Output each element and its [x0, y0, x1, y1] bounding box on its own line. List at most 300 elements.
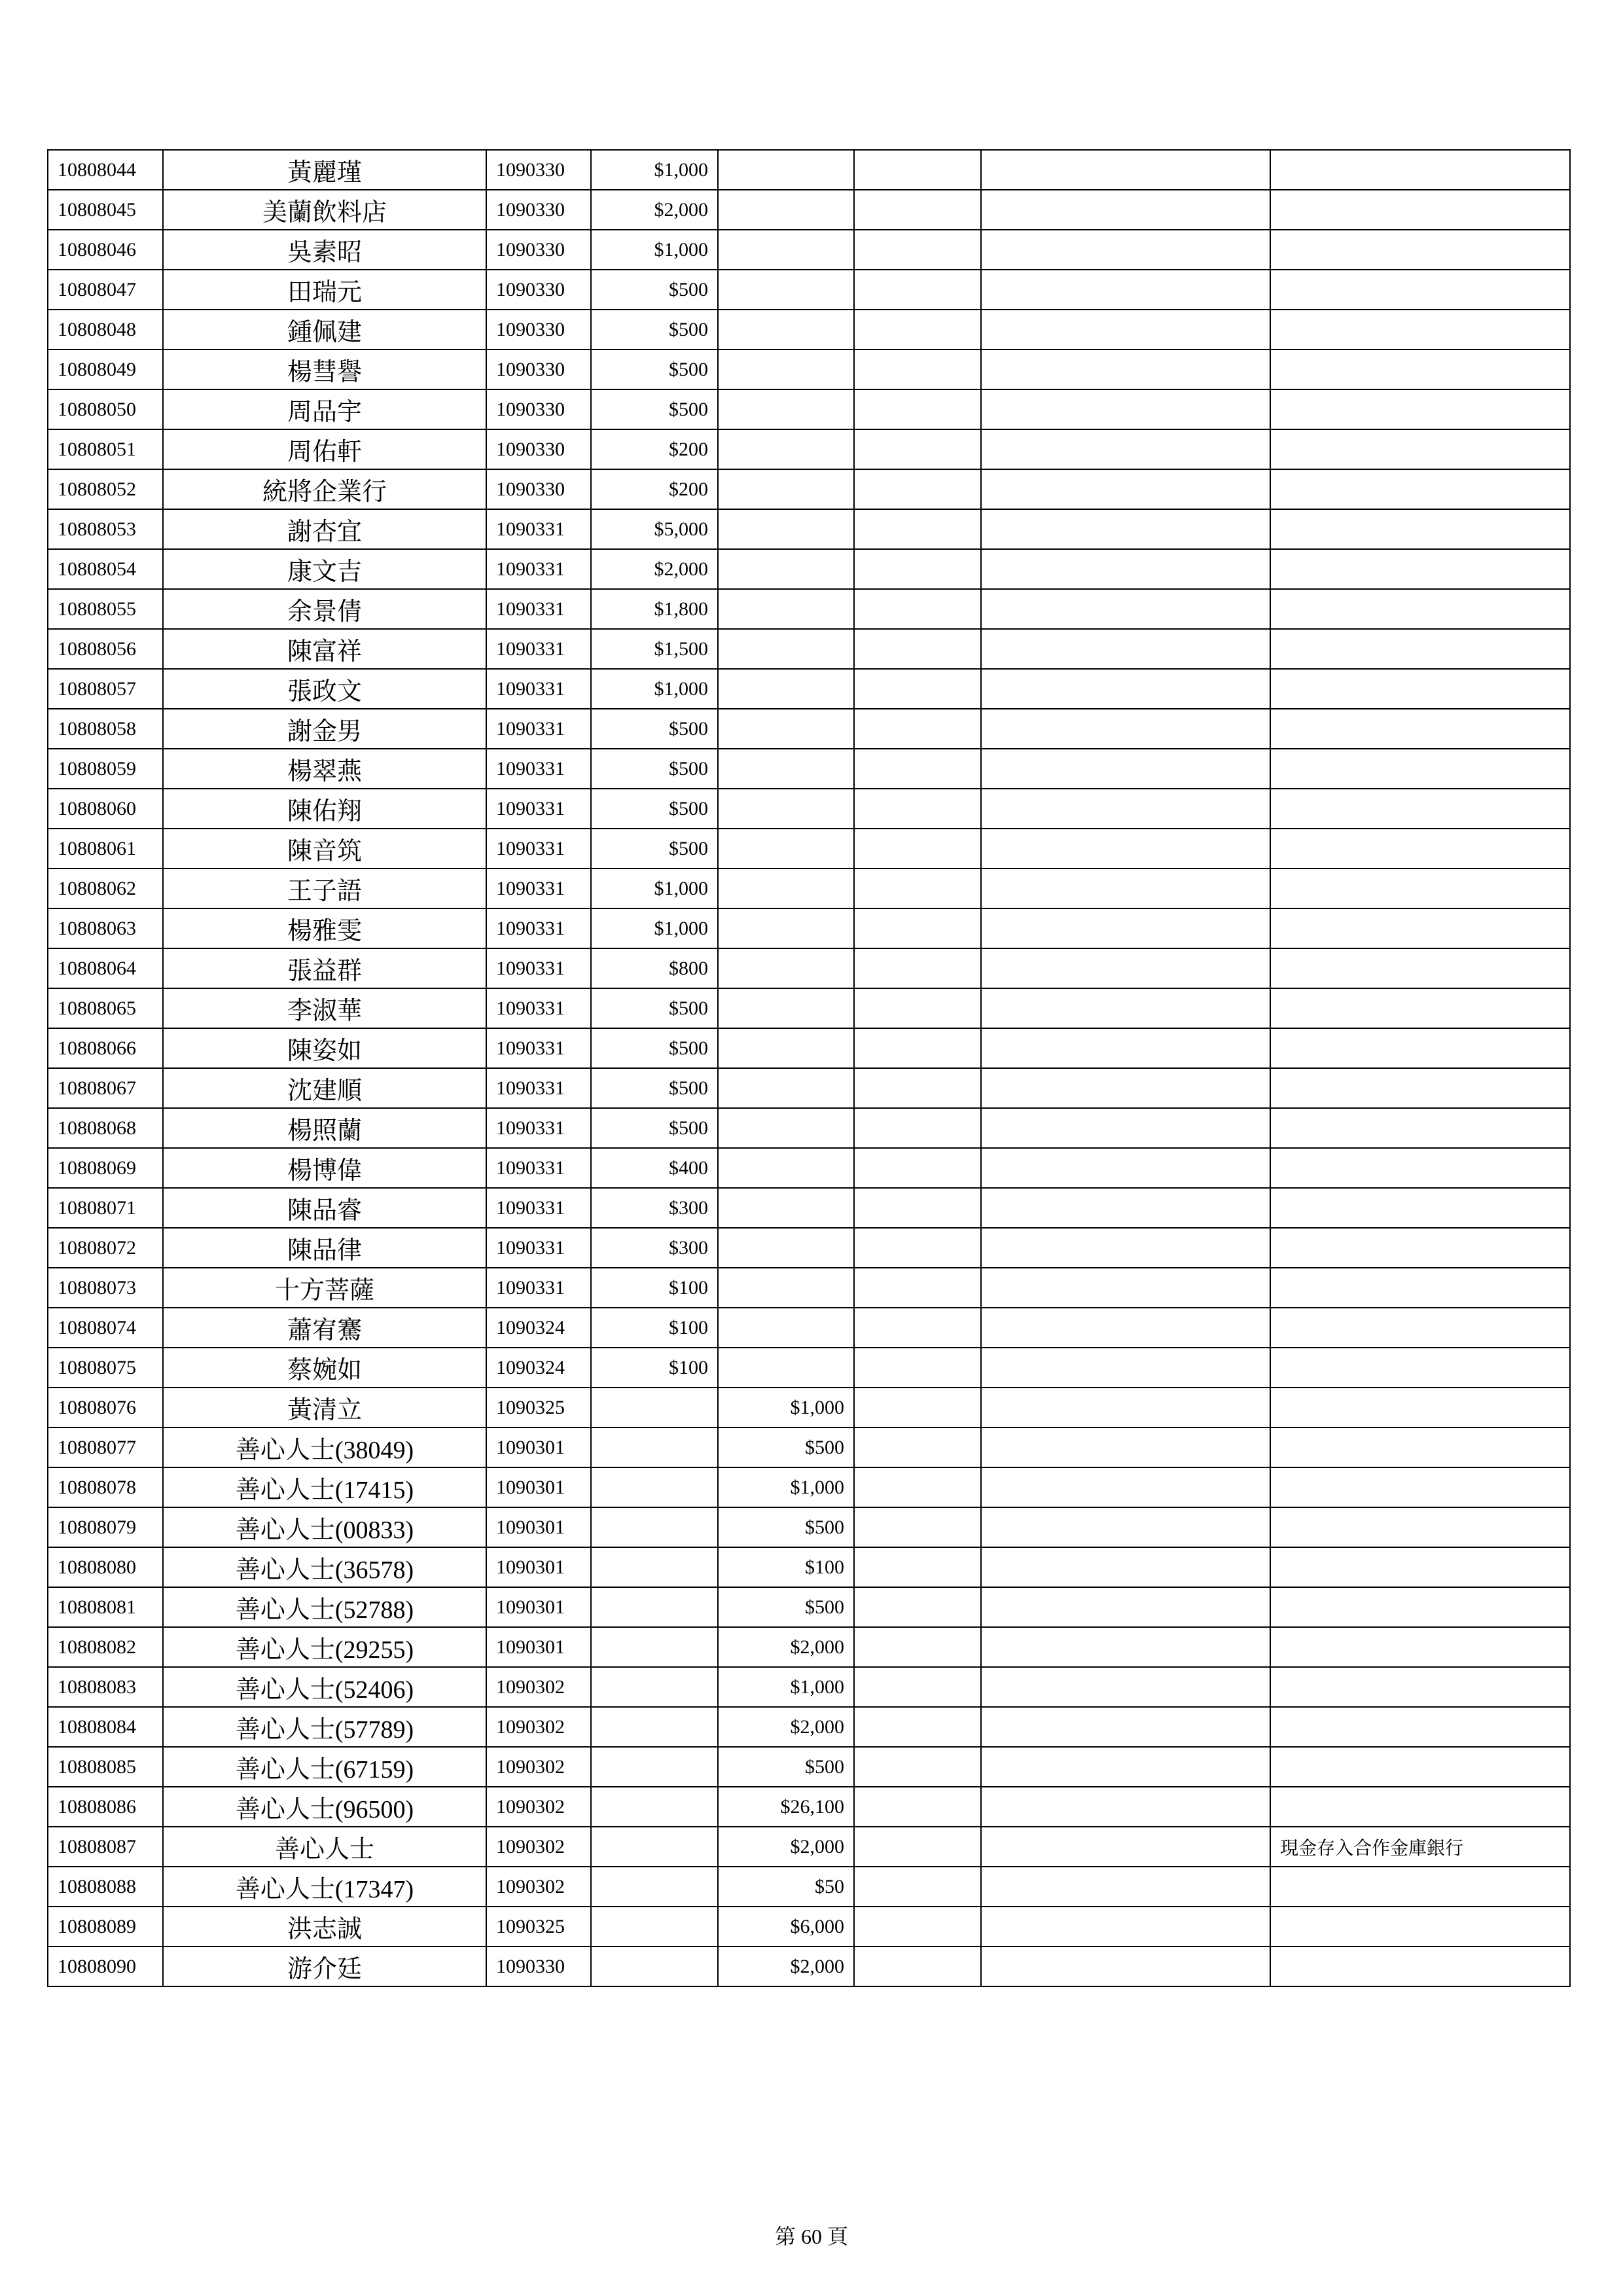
blank-cell [981, 1827, 1270, 1867]
donor-name-cell: 陳姿如 [163, 1028, 486, 1068]
date-cell: 1090331 [486, 908, 591, 948]
table-row [48, 988, 1570, 1028]
donor-name-cell: 謝金男 [163, 709, 486, 749]
donor-name-cell: 王子語 [163, 869, 486, 908]
amount-cell [591, 1467, 718, 1507]
donor-name-cell: 統將企業行 [163, 469, 486, 509]
table-row [48, 1068, 1570, 1108]
date-cell: 1090330 [486, 1946, 591, 1986]
blank-cell [981, 1667, 1270, 1707]
note-cell [1270, 1507, 1570, 1547]
amount-alt-cell: $1,000 [718, 1667, 854, 1707]
blank-cell [981, 509, 1270, 549]
note-cell [1270, 1148, 1570, 1188]
date-cell: 1090330 [486, 230, 591, 270]
amount-cell: $1,000 [591, 869, 718, 908]
donor-name-cell: 善心人士(38049) [163, 1427, 486, 1467]
table-row [48, 1268, 1570, 1308]
amount-alt-cell: $26,100 [718, 1787, 854, 1827]
amount-alt-cell [718, 190, 854, 230]
note-cell [1270, 350, 1570, 389]
note-cell [1270, 1228, 1570, 1268]
receipt-id-cell: 10808076 [48, 1388, 163, 1427]
table-row [48, 1867, 1570, 1907]
amount-cell: $100 [591, 1348, 718, 1388]
amount-cell: $100 [591, 1308, 718, 1348]
amount-alt-cell [718, 310, 854, 350]
amount-cell: $1,000 [591, 908, 718, 948]
note-cell [1270, 908, 1570, 948]
receipt-id-cell: 10808044 [48, 150, 163, 190]
date-cell: 1090324 [486, 1308, 591, 1348]
amount-cell: $1,500 [591, 629, 718, 669]
date-cell: 1090331 [486, 749, 591, 789]
blank-cell [854, 230, 981, 270]
donor-name-cell: 李淑華 [163, 988, 486, 1028]
table-row [48, 1028, 1570, 1068]
note-cell [1270, 1867, 1570, 1907]
amount-cell: $500 [591, 829, 718, 869]
donor-name-cell: 周佑軒 [163, 429, 486, 469]
blank-cell [854, 589, 981, 629]
note-cell [1270, 1068, 1570, 1108]
note-cell [1270, 1547, 1570, 1587]
blank-cell [981, 629, 1270, 669]
amount-cell [591, 1867, 718, 1907]
amount-alt-cell [718, 1028, 854, 1068]
amount-cell [591, 1427, 718, 1467]
donor-name-cell: 楊雅雯 [163, 908, 486, 948]
table-row [48, 190, 1570, 230]
donor-name-cell: 鍾佩建 [163, 310, 486, 350]
amount-alt-cell: $2,000 [718, 1946, 854, 1986]
receipt-id-cell: 10808063 [48, 908, 163, 948]
blank-cell [854, 150, 981, 190]
blank-cell [854, 1946, 981, 1986]
note-cell [1270, 150, 1570, 190]
receipt-id-cell: 10808084 [48, 1707, 163, 1747]
amount-alt-cell: $1,000 [718, 1388, 854, 1427]
blank-cell [981, 1228, 1270, 1268]
note-cell [1270, 469, 1570, 509]
amount-cell [591, 1587, 718, 1627]
receipt-id-cell: 10808052 [48, 469, 163, 509]
amount-cell: $300 [591, 1228, 718, 1268]
blank-cell [854, 1308, 981, 1348]
amount-alt-cell: $50 [718, 1867, 854, 1907]
blank-cell [981, 1268, 1270, 1308]
blank-cell [854, 1507, 981, 1547]
blank-cell [981, 829, 1270, 869]
date-cell: 1090301 [486, 1587, 591, 1627]
blank-cell [854, 1707, 981, 1747]
amount-cell [591, 1388, 718, 1427]
table-row [48, 150, 1570, 190]
note-cell [1270, 1388, 1570, 1427]
note-cell [1270, 869, 1570, 908]
blank-cell [981, 1867, 1270, 1907]
table-row [48, 1228, 1570, 1268]
amount-alt-cell [718, 429, 854, 469]
table-row [48, 1827, 1570, 1867]
note-cell [1270, 549, 1570, 589]
blank-cell [981, 1587, 1270, 1627]
table-row [48, 1188, 1570, 1228]
blank-cell [854, 1467, 981, 1507]
blank-cell [854, 1068, 981, 1108]
date-cell: 1090331 [486, 1188, 591, 1228]
note-cell [1270, 270, 1570, 310]
table-row [48, 429, 1570, 469]
date-cell: 1090331 [486, 509, 591, 549]
date-cell: 1090331 [486, 629, 591, 669]
blank-cell [854, 1388, 981, 1427]
blank-cell [981, 1946, 1270, 1986]
note-cell [1270, 1747, 1570, 1787]
blank-cell [854, 1867, 981, 1907]
amount-cell: $500 [591, 1068, 718, 1108]
blank-cell [981, 1547, 1270, 1587]
date-cell: 1090331 [486, 669, 591, 709]
blank-cell [981, 1467, 1270, 1507]
receipt-id-cell: 10808053 [48, 509, 163, 549]
table-row [48, 310, 1570, 350]
blank-cell [854, 1667, 981, 1707]
amount-alt-cell: $500 [718, 1587, 854, 1627]
note-cell [1270, 829, 1570, 869]
note-cell [1270, 389, 1570, 429]
blank-cell [854, 1268, 981, 1308]
amount-alt-cell [718, 1348, 854, 1388]
amount-cell: $500 [591, 270, 718, 310]
donor-name-cell: 善心人士 [163, 1827, 486, 1867]
amount-cell: $1,800 [591, 589, 718, 629]
donor-name-cell: 楊照蘭 [163, 1108, 486, 1148]
amount-alt-cell [718, 1188, 854, 1228]
amount-alt-cell: $500 [718, 1427, 854, 1467]
receipt-id-cell: 10808057 [48, 669, 163, 709]
blank-cell [981, 869, 1270, 908]
donor-name-cell: 楊彗譽 [163, 350, 486, 389]
blank-cell [854, 1787, 981, 1827]
amount-alt-cell: $1,000 [718, 1467, 854, 1507]
note-cell [1270, 1108, 1570, 1148]
amount-alt-cell [718, 789, 854, 829]
blank-cell [981, 1787, 1270, 1827]
date-cell: 1090330 [486, 150, 591, 190]
note-cell [1270, 1427, 1570, 1467]
table-row [48, 1667, 1570, 1707]
amount-alt-cell [718, 1068, 854, 1108]
table-row [48, 509, 1570, 549]
blank-cell [854, 789, 981, 829]
table-row [48, 1587, 1570, 1627]
receipt-id-cell: 10808080 [48, 1547, 163, 1587]
blank-cell [981, 669, 1270, 709]
amount-alt-cell [718, 270, 854, 310]
amount-cell: $2,000 [591, 190, 718, 230]
table-row [48, 749, 1570, 789]
amount-alt-cell: $6,000 [718, 1907, 854, 1946]
amount-alt-cell [718, 629, 854, 669]
donor-name-cell: 十方菩薩 [163, 1268, 486, 1308]
table-row [48, 270, 1570, 310]
amount-cell: $300 [591, 1188, 718, 1228]
donor-name-cell: 楊博偉 [163, 1148, 486, 1188]
amount-cell [591, 1747, 718, 1787]
date-cell: 1090331 [486, 589, 591, 629]
table-row [48, 1427, 1570, 1467]
amount-alt-cell [718, 230, 854, 270]
amount-alt-cell [718, 1228, 854, 1268]
blank-cell [981, 1627, 1270, 1667]
receipt-id-cell: 10808083 [48, 1667, 163, 1707]
donor-name-cell: 善心人士(96500) [163, 1787, 486, 1827]
amount-alt-cell [718, 908, 854, 948]
note-cell [1270, 1907, 1570, 1946]
amount-cell: $500 [591, 1108, 718, 1148]
amount-alt-cell: $2,000 [718, 1827, 854, 1867]
date-cell: 1090325 [486, 1388, 591, 1427]
blank-cell [981, 549, 1270, 589]
note-cell [1270, 1268, 1570, 1308]
donor-name-cell: 黃麗瑾 [163, 150, 486, 190]
blank-cell [854, 1348, 981, 1388]
donor-name-cell: 田瑞元 [163, 270, 486, 310]
table-row [48, 1507, 1570, 1547]
date-cell: 1090331 [486, 709, 591, 749]
blank-cell [981, 1348, 1270, 1388]
receipt-id-cell: 10808089 [48, 1907, 163, 1946]
donor-name-cell: 康文吉 [163, 549, 486, 589]
table-row [48, 469, 1570, 509]
table-row [48, 549, 1570, 589]
donor-name-cell: 陳富祥 [163, 629, 486, 669]
date-cell: 1090302 [486, 1867, 591, 1907]
receipt-id-cell: 10808049 [48, 350, 163, 389]
blank-cell [981, 1068, 1270, 1108]
note-cell [1270, 1587, 1570, 1627]
amount-cell: $1,000 [591, 230, 718, 270]
date-cell: 1090302 [486, 1707, 591, 1747]
blank-cell [981, 429, 1270, 469]
table-row [48, 1388, 1570, 1427]
receipt-id-cell: 10808062 [48, 869, 163, 908]
donor-name-cell: 美蘭飲料店 [163, 190, 486, 230]
date-cell: 1090330 [486, 429, 591, 469]
blank-cell [854, 350, 981, 389]
receipt-id-cell: 10808048 [48, 310, 163, 350]
receipt-id-cell: 10808075 [48, 1348, 163, 1388]
blank-cell [854, 469, 981, 509]
amount-cell [591, 1627, 718, 1667]
receipt-id-cell: 10808050 [48, 389, 163, 429]
blank-cell [854, 310, 981, 350]
donor-name-cell: 洪志誠 [163, 1907, 486, 1946]
blank-cell [981, 310, 1270, 350]
blank-cell [981, 948, 1270, 988]
date-cell: 1090331 [486, 869, 591, 908]
note-cell [1270, 310, 1570, 350]
table-body [48, 150, 1570, 1986]
donor-name-cell: 游介廷 [163, 1946, 486, 1986]
amount-cell [591, 1907, 718, 1946]
blank-cell [854, 988, 981, 1028]
amount-cell: $1,000 [591, 150, 718, 190]
date-cell: 1090302 [486, 1787, 591, 1827]
date-cell: 1090330 [486, 270, 591, 310]
table-row [48, 629, 1570, 669]
amount-cell: $800 [591, 948, 718, 988]
date-cell: 1090301 [486, 1627, 591, 1667]
blank-cell [981, 1308, 1270, 1348]
donor-name-cell: 周品宇 [163, 389, 486, 429]
blank-cell [854, 1627, 981, 1667]
blank-cell [854, 869, 981, 908]
date-cell: 1090331 [486, 1148, 591, 1188]
amount-alt-cell [718, 589, 854, 629]
note-cell [1270, 429, 1570, 469]
table-row [48, 669, 1570, 709]
blank-cell [981, 270, 1270, 310]
amount-cell: $500 [591, 789, 718, 829]
blank-cell [981, 908, 1270, 948]
note-cell [1270, 749, 1570, 789]
receipt-id-cell: 10808058 [48, 709, 163, 749]
note-cell [1270, 230, 1570, 270]
receipt-id-cell: 10808086 [48, 1787, 163, 1827]
date-cell: 1090302 [486, 1747, 591, 1787]
table-row [48, 948, 1570, 988]
date-cell: 1090302 [486, 1667, 591, 1707]
blank-cell [854, 749, 981, 789]
note-cell [1270, 1667, 1570, 1707]
date-cell: 1090331 [486, 789, 591, 829]
amount-alt-cell [718, 1108, 854, 1148]
blank-cell [981, 589, 1270, 629]
table-row [48, 1348, 1570, 1388]
amount-cell: $500 [591, 310, 718, 350]
table-row [48, 1547, 1570, 1587]
blank-cell [981, 1188, 1270, 1228]
table-row [48, 389, 1570, 429]
amount-alt-cell: $100 [718, 1547, 854, 1587]
amount-cell: $200 [591, 429, 718, 469]
receipt-id-cell: 10808066 [48, 1028, 163, 1068]
table-row [48, 1946, 1570, 1986]
date-cell: 1090331 [486, 1068, 591, 1108]
blank-cell [981, 1388, 1270, 1427]
amount-cell: $200 [591, 469, 718, 509]
amount-alt-cell [718, 1268, 854, 1308]
amount-cell [591, 1507, 718, 1547]
receipt-id-cell: 10808074 [48, 1308, 163, 1348]
amount-cell: $500 [591, 749, 718, 789]
donor-name-cell: 蕭宥騫 [163, 1308, 486, 1348]
date-cell: 1090331 [486, 1108, 591, 1148]
blank-cell [981, 1028, 1270, 1068]
donor-name-cell: 吳素昭 [163, 230, 486, 270]
amount-alt-cell [718, 150, 854, 190]
note-cell [1270, 190, 1570, 230]
amount-cell: $1,000 [591, 669, 718, 709]
date-cell: 1090302 [486, 1827, 591, 1867]
blank-cell [854, 1827, 981, 1867]
blank-cell [854, 1028, 981, 1068]
donor-name-cell: 楊翠燕 [163, 749, 486, 789]
date-cell: 1090331 [486, 948, 591, 988]
date-cell: 1090331 [486, 1028, 591, 1068]
amount-cell: $500 [591, 988, 718, 1028]
note-cell [1270, 629, 1570, 669]
note-cell [1270, 988, 1570, 1028]
receipt-id-cell: 10808078 [48, 1467, 163, 1507]
receipt-id-cell: 10808047 [48, 270, 163, 310]
table-row [48, 1747, 1570, 1787]
date-cell: 1090301 [486, 1427, 591, 1467]
amount-alt-cell [718, 749, 854, 789]
amount-alt-cell [718, 948, 854, 988]
donor-name-cell: 陳佑翔 [163, 789, 486, 829]
receipt-id-cell: 10808087 [48, 1827, 163, 1867]
amount-alt-cell [718, 1308, 854, 1348]
blank-cell [981, 988, 1270, 1028]
receipt-id-cell: 10808090 [48, 1946, 163, 1986]
blank-cell [854, 270, 981, 310]
table-row [48, 230, 1570, 270]
blank-cell [854, 509, 981, 549]
blank-cell [854, 1188, 981, 1228]
table-row [48, 589, 1570, 629]
blank-cell [854, 549, 981, 589]
table-row [48, 1787, 1570, 1827]
date-cell: 1090301 [486, 1467, 591, 1507]
note-cell [1270, 509, 1570, 549]
receipt-id-cell: 10808060 [48, 789, 163, 829]
receipt-id-cell: 10808061 [48, 829, 163, 869]
receipt-id-cell: 10808069 [48, 1148, 163, 1188]
amount-cell [591, 1827, 718, 1867]
receipt-id-cell: 10808067 [48, 1068, 163, 1108]
note-cell [1270, 1348, 1570, 1388]
note-cell [1270, 709, 1570, 749]
blank-cell [854, 1427, 981, 1467]
donor-name-cell: 善心人士(36578) [163, 1547, 486, 1587]
table-row [48, 1707, 1570, 1747]
donor-name-cell: 沈建順 [163, 1068, 486, 1108]
date-cell: 1090330 [486, 389, 591, 429]
table-row [48, 1148, 1570, 1188]
receipt-id-cell: 10808055 [48, 589, 163, 629]
blank-cell [981, 749, 1270, 789]
receipt-id-cell: 10808059 [48, 749, 163, 789]
amount-cell [591, 1707, 718, 1747]
note-cell [1270, 789, 1570, 829]
note-cell [1270, 1946, 1570, 1986]
note-cell [1270, 1028, 1570, 1068]
blank-cell [981, 1148, 1270, 1188]
amount-alt-cell [718, 1148, 854, 1188]
table-row [48, 829, 1570, 869]
donor-name-cell: 余景倩 [163, 589, 486, 629]
blank-cell [854, 629, 981, 669]
blank-cell [854, 1228, 981, 1268]
donor-name-cell: 善心人士(29255) [163, 1627, 486, 1667]
amount-alt-cell [718, 509, 854, 549]
blank-cell [854, 1108, 981, 1148]
receipt-id-cell: 10808065 [48, 988, 163, 1028]
blank-cell [981, 1507, 1270, 1547]
